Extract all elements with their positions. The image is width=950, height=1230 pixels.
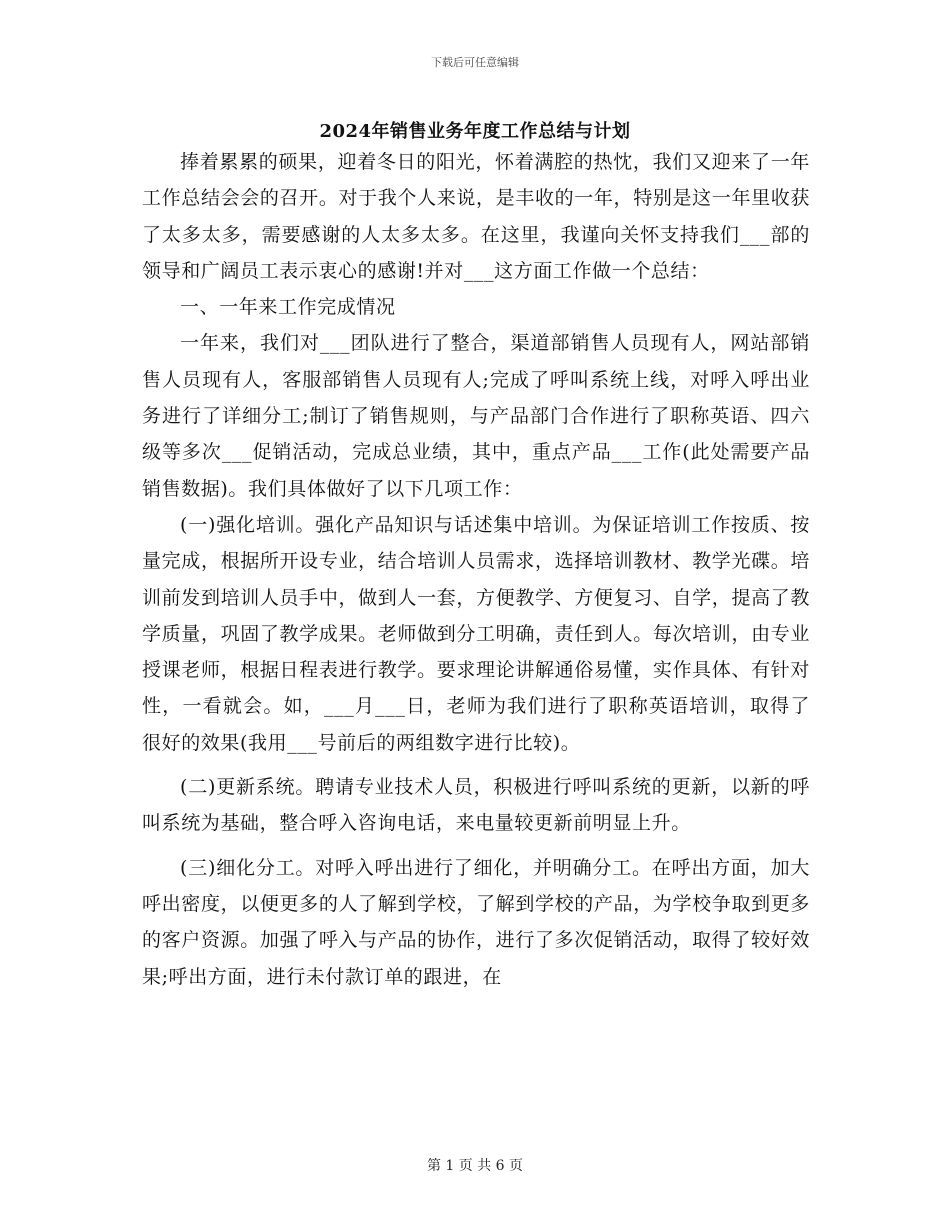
document-title: 2024年销售业务年度工作总结与计划 xyxy=(319,121,631,142)
paragraph-overview: 一年来，我们对___团队进行了整合，渠道部销售人员现有人，网站部销售人员现有人，客服部销售人员现有人;完成了呼叫系统上线，对呼入呼出业务进行了详细分工;制订了销售规则，与产品部门合作进行了职称英语、四六级等多次___促销活动，完成总业绩，其中，重点产品___工作(此处需要产品销售数据)。我们具体做好了以下几项工作： xyxy=(142,332,810,500)
paragraph-system-update: (二)更新系统。聘请专业技术人员，积极进行呼叫系统的更新，以新的呼叫系统为基础，整合呼入咨询电话，来电量较更新前明显上升。 xyxy=(142,776,810,835)
paragraph-division-of-work: (三)细化分工。对呼入呼出进行了细化，并明确分工。在呼出方面，加大呼出密度，以便更多的人了解到学校，了解到学校的产品，为学校争取到更多的客户资源。加强了呼入与产品的协作，进行了多次促销活动，取得了较好效果;呼出方面，进行未付款订单的跟进，在 xyxy=(142,856,810,988)
paragraph-training: (一)强化培训。强化产品知识与话述集中培训。为保证培训工作按质、按量完成，根据所开设专业，结合培训人员需求，选择培训教材、教学光碟。培训前发到培训人员手中，做到人一套，方便教学、方便复习、自学，提高了教学质量，巩固了教学成果。老师做到分工明确，责任到人。每次培训，由专业授课老师，根据日程表进行教学。要求理论讲解通俗易懂，实作具体、有针对性，一看就会。如，___月___日，老师为我们进行了职称英语培训，取得了很好的效果(我用___号前后的两组数字进行比较)。 xyxy=(142,513,810,754)
page-header-note: 下载后可任意编辑 xyxy=(431,56,519,69)
document-body xyxy=(142,144,810,995)
section-heading-1: 一、一年来工作完成情况 xyxy=(180,296,396,319)
page-number: 第 1 页 共 6 页 xyxy=(426,1158,524,1174)
paragraph-intro: 捧着累累的硕果，迎着冬日的阳光，怀着满腔的热忱，我们又迎来了一年工作总结会会的召开。对于我个人来说，是丰收的一年，特别是这一年里收获了太多太多，需要感谢的人太多太多。在这里，我谨向关怀支持我们___部的领导和广阔员工表示衷心的感谢!并对___这方面工作做一个总结： xyxy=(142,151,810,282)
